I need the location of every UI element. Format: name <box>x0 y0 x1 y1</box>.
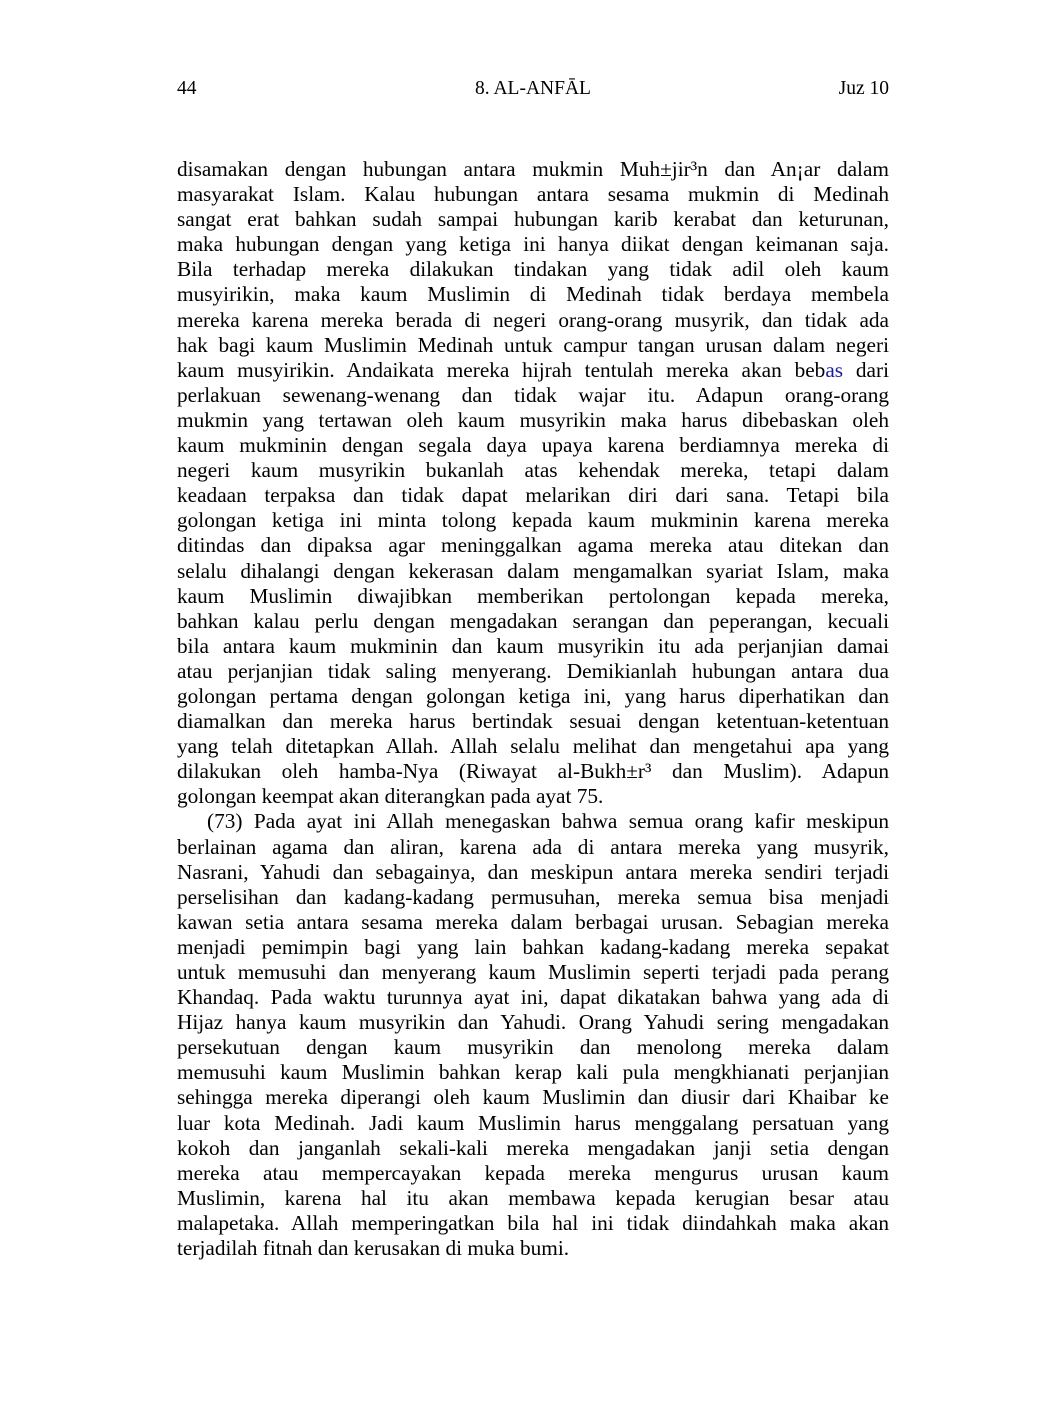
body-text <box>177 157 889 1261</box>
text-line: diamalkan dan mereka harus bertindak sesuai dengan ketentuan-ketentuan <box>177 709 889 734</box>
text-line: Khandaq. Pada waktu turunnya ayat ini, dapat dikatakan bahwa yang ada di <box>177 985 889 1010</box>
text-line: dilakukan oleh hamba-Nya (Riwayat al-Bukh±r³ dan Muslim). Adapun <box>177 759 889 784</box>
text-line: kaum mukminin dengan segala daya upaya karena berdiamnya mereka di <box>177 433 889 458</box>
text-line: selalu dihalangi dengan kekerasan dalam mengamalkan syariat Islam, maka <box>177 558 889 583</box>
text-line: mereka karena mereka berada di negeri orang-orang musyrik, dan tidak ada <box>177 307 889 332</box>
text-line: yang telah ditetapkan Allah. Allah selalu melihat dan mengetahui apa yang <box>177 734 889 759</box>
text-line: sangat erat bahkan sudah sampai hubungan karib kerabat dan keturunan, <box>177 207 889 232</box>
text-line: negeri kaum musyrikin bukanlah atas kehendak mereka, tetapi dalam <box>177 458 889 483</box>
text-segment: kaum musyirikin. Andaikata mereka hijrah tentulah mereka akan beb <box>177 357 826 382</box>
text-line: untuk memusuhi dan menyerang kaum Muslimin seperti terjadi pada perang <box>177 960 889 984</box>
text-segment: dari <box>843 357 890 382</box>
text-line: malapetaka. Allah memperingatkan bila hal ini tidak diindahkah maka akan <box>177 1210 889 1235</box>
text-line: keadaan terpaksa dan tidak dapat melarikan diri dari sana. Tetapi bila <box>177 483 889 508</box>
paragraph-2 <box>177 809 889 1261</box>
text-line: Muslimin, karena hal itu akan membawa kepada kerugian besar atau <box>177 1185 889 1210</box>
running-header <box>177 74 889 104</box>
highlighted-text: as <box>825 357 844 382</box>
paragraph-1 <box>177 157 889 809</box>
text-line: bahkan kalau perlu dengan mengadakan serangan dan peperangan, kecuali <box>177 608 889 633</box>
text-line: atau perjanjian tidak saling menyerang. Demikianlah hubungan antara dua <box>177 658 889 683</box>
text-line: Nasrani, Yahudi dan sebagainya, dan meskipun antara mereka sendiri terjadi <box>177 859 889 884</box>
text-line: persekutuan dengan kaum musyrikin dan menolong mereka dalam <box>177 1035 889 1060</box>
text-line: masyarakat Islam. Kalau hubungan antara sesama mukmin di Medinah <box>177 182 889 207</box>
text-line: maka hubungan dengan yang ketiga ini hanya diikat dengan keimanan saja. <box>177 232 889 257</box>
text-line: bila antara kaum mukminin dan kaum musyrikin itu ada perjanjian damai <box>177 633 889 658</box>
text-line: mukmin yang tertawan oleh kaum musyrikin maka harus dibebaskan oleh <box>177 407 889 432</box>
text-line: mereka atau mempercayakan kepada mereka mengurus urusan kaum <box>177 1160 889 1185</box>
text-line: golongan keempat akan diterangkan pada ayat 75. <box>177 784 604 809</box>
text-line: perlakuan sewenang-wenang dan tidak wajar itu. Adapun orang-orang <box>177 382 889 407</box>
text-line: Bila terhadap mereka dilakukan tindakan yang tidak adil oleh kaum <box>177 257 889 282</box>
text-line: golongan pertama dengan golongan ketiga ini, yang harus diperhatikan dan <box>177 683 889 708</box>
text-line: golongan ketiga ini minta tolong kepada kaum mukminin karena mereka <box>177 508 889 533</box>
text-line: ditindas dan dipaksa agar meninggalkan agama mereka atau ditekan dan <box>177 533 889 558</box>
text-line <box>177 358 889 383</box>
text-line: musyirikin, maka kaum Muslimin di Medinah tidak berdaya membela <box>177 282 889 307</box>
text-line: menjadi pemimpin bagi yang lain bahkan kadang-kadang mereka sepakat <box>177 934 889 959</box>
text-line: (73) Pada ayat ini Allah menegaskan bahwa semua orang kafir meskipun <box>207 809 889 834</box>
text-line: luar kota Medinah. Jadi kaum Muslimin harus menggalang persatuan yang <box>177 1110 889 1135</box>
text-line: memusuhi kaum Muslimin bahkan kerap kali pula mengkhianati perjanjian <box>177 1060 889 1085</box>
text-line: kokoh dan janganlah sekali-kali mereka mengadakan janji setia dengan <box>177 1135 889 1160</box>
text-line: hak bagi kaum Muslimin Medinah untuk campur tangan urusan dalam negeri <box>177 332 889 357</box>
text-line: sehingga mereka diperangi oleh kaum Muslimin dan diusir dari Khaibar ke <box>177 1085 889 1110</box>
text-line: Hijaz hanya kaum musyrikin dan Yahudi. Orang Yahudi sering mengadakan <box>177 1010 889 1035</box>
text-line: kaum Muslimin diwajibkan memberikan pertolongan kepada mereka, <box>177 583 889 608</box>
juz-label: Juz 10 <box>838 78 889 99</box>
text-line: berlainan agama dan aliran, karena ada di antara mereka yang musyrik, <box>177 834 889 859</box>
text-line: disamakan dengan hubungan antara mukmin Muh±jir³n dan An¡ar dalam <box>177 157 889 181</box>
text-line: perselisihan dan kadang-kadang permusuhan, mereka semua bisa menjadi <box>177 884 889 909</box>
text-line: kawan setia antara sesama mereka dalam berbagai urusan. Sebagian mereka <box>177 909 889 934</box>
chapter-title: 8. AL-ANFĀL <box>475 78 591 99</box>
page-number: 44 <box>177 78 197 99</box>
text-line: terjadilah fitnah dan kerusakan di muka bumi. <box>177 1236 570 1261</box>
